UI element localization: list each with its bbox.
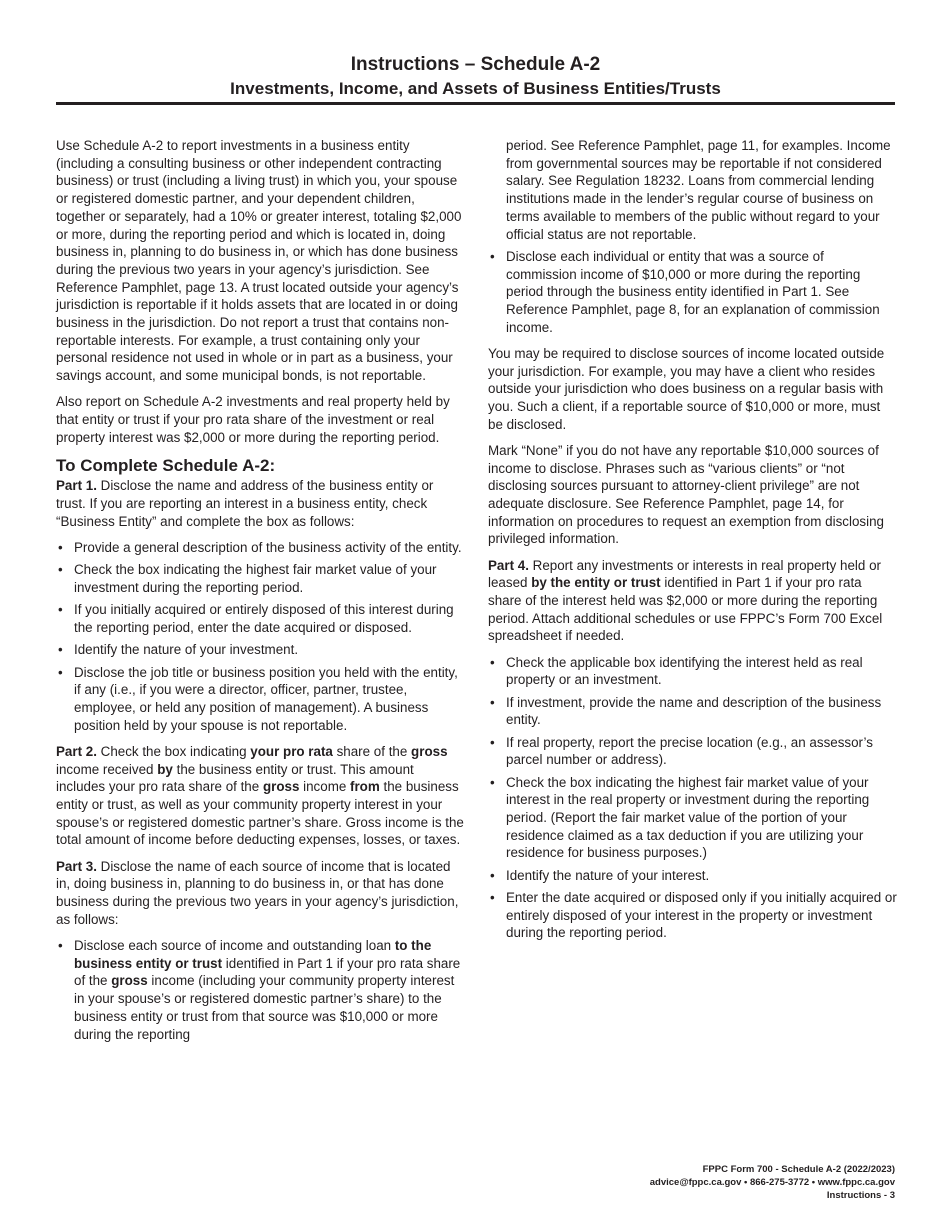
text-run: Disclose each source of income and outstanding loan (74, 938, 395, 953)
list-item: • Provide a general description of the business activity of the entity. (56, 539, 466, 557)
none-paragraph: Mark “None” if you do not have any reportable $10,000 sources of income to disclose. Phrases such as “various clients” or “not disclosing sources pursuant to attorney-client privilege” are not adequate disclosure. See Reference Pamphlet, page 14, for information on procedures to request an exemption from disclosing privileged information. (488, 442, 884, 547)
part1-paragraph (56, 477, 466, 530)
page-header (56, 54, 895, 100)
bold-run: to the business entity or trust (74, 938, 432, 971)
list-item: • If you initially acquired or entirely disposed of this interest during the reporting period, enter the date acquired or disposed. (56, 601, 466, 636)
part1-label: Part 1. (56, 478, 97, 494)
text-run: identified in Part 1 if your pro rata share of the interest held was $2,000 or more during the reporting period. Attach additional schedules or use FPPC’s Form 700 Excel spreadsheet if needed. (488, 575, 883, 644)
page-title: Instructions – Schedule A-2 (350, 54, 601, 75)
text-run: the business entity or trust, as well as your community property interest in your spouse’s or registered domestic partner’s share. Gross income is the total amount of income before deducting expenses, losses, or taxes. (56, 779, 464, 848)
text-run: identified in Part 1 if your pro rata share of the (74, 955, 461, 989)
bold-run: gross (111, 973, 148, 989)
text-run: Report any investments or interests in real property held or leased (488, 557, 881, 591)
list-item: • Identify the nature of your interest. (488, 867, 898, 885)
part4-label: Part 4. (488, 557, 529, 573)
page-subtitle: Investments, Income, and Assets of Business Entities/Trusts (230, 79, 721, 98)
list-item-continuation: period. See Reference Pamphlet, page 11, for examples. Income from governmental sources may be reportable if not considered salary. See Regulation 18232. Loans from commercial lending institutions made in the lender’s regular course of business on terms available to members of the public without regard to your official status are not reportable. (506, 138, 891, 242)
footer-form-id: FPPC Form 700 - Schedule A-2 (2022/2023) (702, 1164, 895, 1175)
part3-paragraph (56, 858, 466, 929)
left-column (56, 137, 466, 1052)
page-footer (650, 1163, 895, 1202)
part4-list (488, 654, 898, 943)
list-item: • Enter the date acquired or disposed only if you initially acquired or entirely disposed of your interest in the property or investment during the reporting period. (488, 889, 898, 942)
text-run: income (299, 779, 351, 795)
part2-label: Part 2. (56, 743, 97, 759)
bold-run: from (350, 779, 380, 795)
intro-paragraph-2: Also report on Schedule A-2 investments and real property held by that entity or trust if your pro rata share of the investment or real property interest was $2,000 or more during the reporting period. (56, 394, 450, 445)
right-column (488, 137, 898, 951)
bold-run: gross (411, 743, 448, 759)
text-run: share of the (332, 743, 412, 759)
intro-paragraph: Use Schedule A-2 to report investments in a business entity (including a consulting business or other independent contracting business) or trust (including a living trust) in which you, your spouse or registered domestic partner, and your dependent children, together or separately, had a 10% or greater interest, totaling $2,000 or more, during the reporting period and which is located in, doing business in, planning to do business in, or which has done business during the previous two years in your agency’s jurisdiction. See Reference Pamphlet, page 13. A trust located outside your agency’s jurisdiction is reportable if it holds assets that are located in or doing business in the jurisdiction. Do not report a trust that contains non-reportable interests. For example, a trust containing only your personal residence not used in whole or in part as a business, your savings account, and some municipal bonds, is not reportable. (56, 138, 462, 384)
complete-heading: To Complete Schedule A-2: (56, 456, 276, 476)
bold-run: by the entity or trust (531, 575, 661, 591)
part1-list (56, 539, 466, 734)
list-item: • Check the box indicating the highest fair market value of your investment during the reporting period. (56, 561, 466, 596)
text-run: the business entity or trust. This amount includes your pro rata share of the (56, 761, 414, 795)
list-item: • Disclose the job title or business position you held with the entity, if any (i.e., if you were a director, officer, partner, trustee, employee, or held any position of management). A business position held by your spouse is not reportable. (56, 664, 466, 735)
part4-paragraph (488, 557, 898, 646)
part1-text: Disclose the name and address of the business entity or trust. If you are reporting an interest in a business entity, check “Business Entity” and complete the box as follows: (56, 478, 434, 529)
bold-run: by (157, 761, 173, 777)
part3-label: Part 3. (56, 858, 97, 874)
list-item: • Check the applicable box identifying the interest held as real property or an investment. (488, 654, 898, 689)
bold-run: gross (262, 779, 300, 795)
outside-jurisdiction-paragraph: You may be required to disclose sources of income located outside your jurisdiction. For example, you may have a client who resides outside your jurisdiction who does business on a regular basis with you. Such a client, if a reportable source of $10,000 or more, must be disclosed. (488, 345, 885, 432)
part3-text: Disclose the name of each source of income that is located in, doing business in, planning to do business in, or that has done business during the previous two years in your agency’s jurisdiction, as follows: (56, 858, 459, 927)
part3-list-continued (488, 248, 898, 337)
part2-paragraph (56, 743, 466, 849)
text-run: income received (56, 761, 158, 777)
text-run: income (including your community property interest in your spouse’s or registered domestic partner’s share) to the business entity or trust from that source was $10,000 or more during the reporting (74, 973, 455, 1042)
part3-list (56, 937, 466, 1043)
bold-run: your pro rata (250, 743, 333, 759)
text-run: Check the box indicating (96, 743, 251, 759)
list-item: • Check the box indicating the highest fair market value of your interest in the real property or investment during the reporting period. (Report the fair market value of the portion of your residence claimed as a tax deduction if you are utilizing your residence for business purposes.) (488, 774, 898, 863)
list-item: • Identify the nature of your investment. (56, 641, 466, 659)
list-item: • If investment, provide the name and description of the business entity. (488, 694, 898, 729)
header-rule (56, 102, 895, 105)
list-item: • If real property, report the precise location (e.g., an assessor’s parcel number or address). (488, 734, 898, 769)
list-item (56, 937, 466, 1043)
footer-contact: advice@fppc.ca.gov • 866-275-3772 • www.fppc.ca.gov (649, 1177, 895, 1188)
list-item: • Disclose each individual or entity that was a source of commission income of $10,000 or more during the reporting period through the business entity identified in Part 1. See Reference Pamphlet, page 8, for an explanation of commission income. (488, 248, 898, 337)
footer-page-number: Instructions - 3 (826, 1190, 895, 1201)
